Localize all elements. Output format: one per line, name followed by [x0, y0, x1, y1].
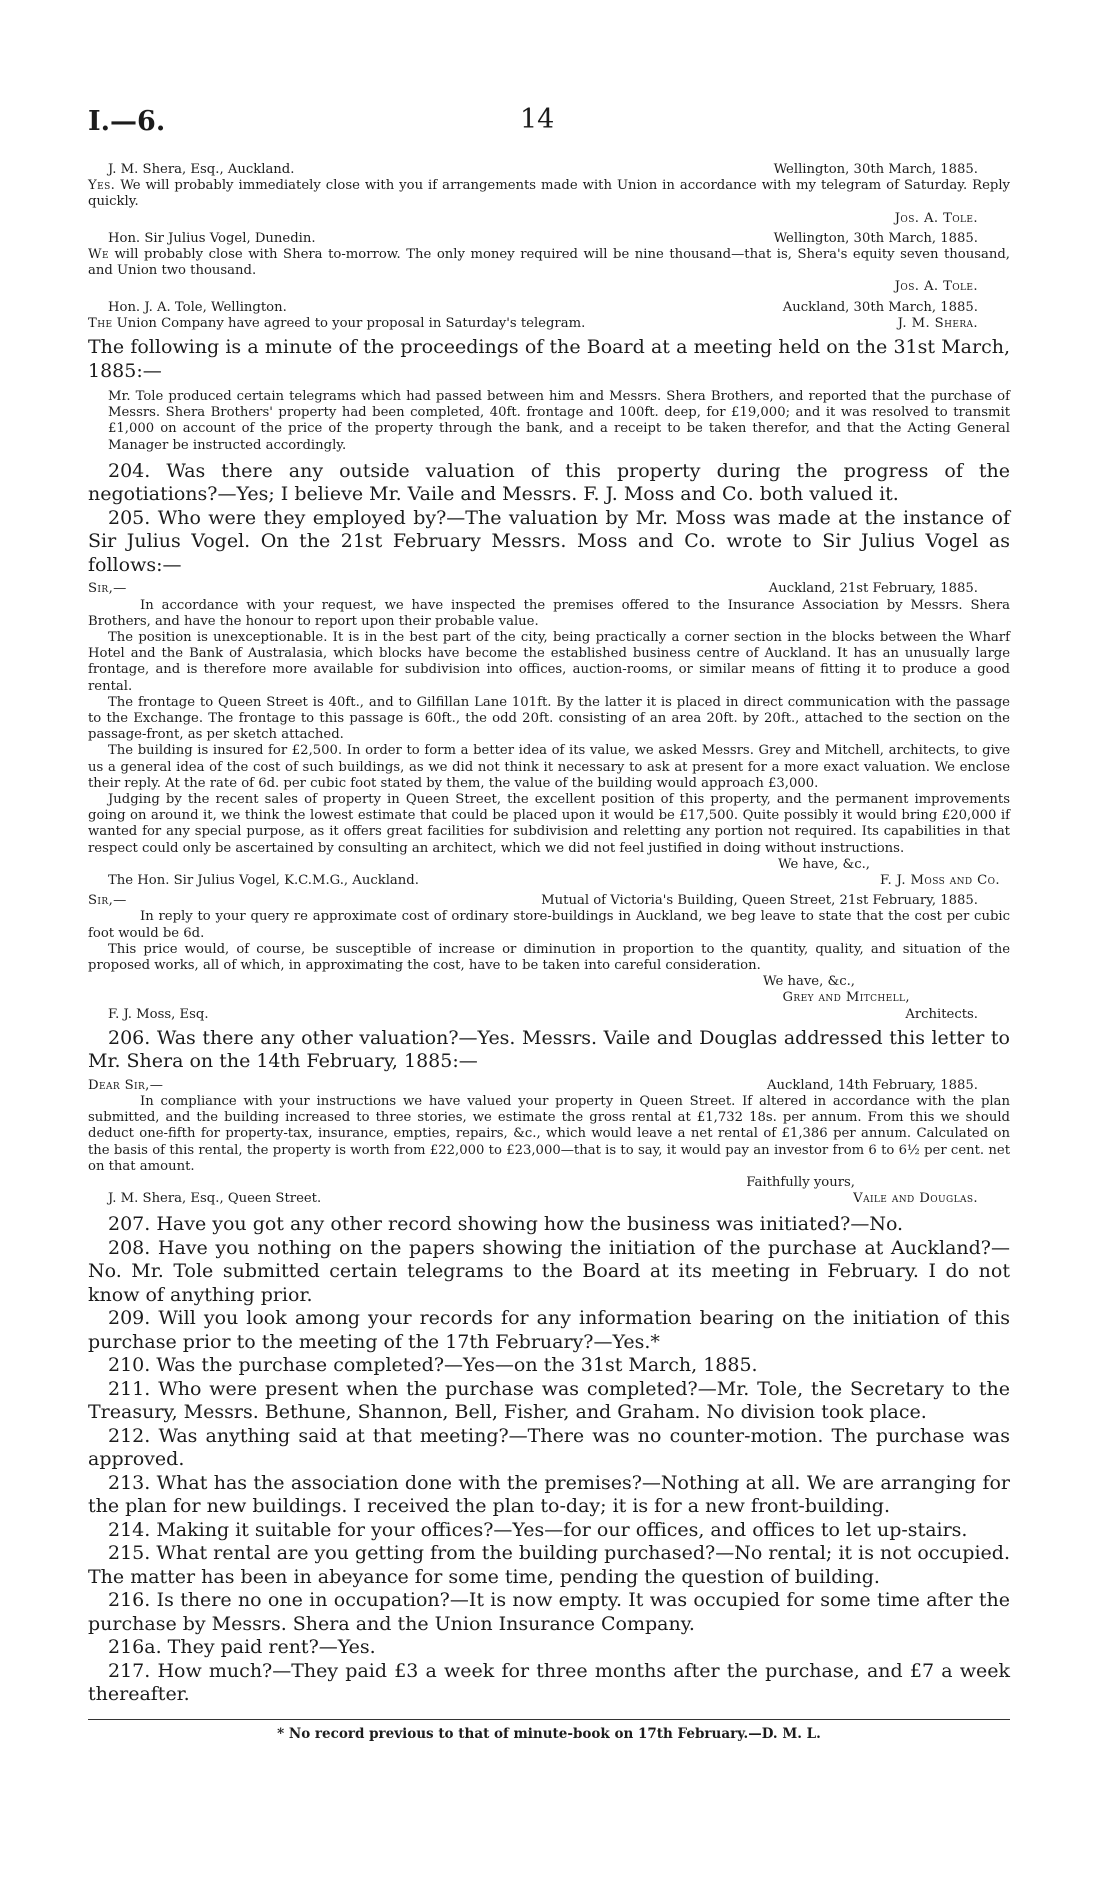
letter-signature-title: Architects. — [905, 1006, 978, 1022]
letter-paragraph: The position is unexceptionable. It is in the best part of the city, being practically a corner section in the blocks between the Wharf Hotel and the Bank of Australasia, which blocks have become the established business centre of Auckland. It has an unusually large frontage, and is therefore more available for subdivision into offices, auction-rooms, or similar means of fitting it to produce a good rental. — [88, 629, 1010, 694]
telegram-signature: J. M. Shera. — [897, 315, 978, 331]
letter-salutation: Sir,— — [88, 893, 127, 909]
question-206: 206. Was there any other valuation?—Yes. Messrs. Vaile and Douglas addressed this letter to Mr. Shera on the 14th February, 1885:— — [88, 1026, 1010, 1073]
telegram-place-date: Wellington, 30th March, 1885. — [773, 162, 978, 177]
question-205: 205. Who were they employed by?—The valuation by Mr. Moss was made at the instance of Sir Julius Vogel. On the 21st February Messrs. Moss and Co. wrote to Sir Julius Vogel as follows:— — [88, 506, 1010, 576]
letter-paragraph: The frontage to Queen Street is 40ft., and to Gilfillan Lane 101ft. By the latter it is placed in direct communication with the passage to the Exchange. The frontage to this passage is 60ft., the odd 20ft. consisting of an area 20ft. by 20ft., attached to the section on the passage-front, as per sketch attached. — [88, 694, 1010, 743]
telegram — [88, 231, 1010, 296]
letter-signature: Grey and Mitchell, — [782, 990, 910, 1006]
telegram-body: We will probably immediately close with you if arrangements made with Union in accordance with my telegram of Saturday. Reply quickly. — [88, 178, 1010, 210]
telegram-recipient: J. M. Shera, Esq., Auckland. — [108, 162, 295, 177]
letter-grey-mitchell — [88, 893, 1010, 1023]
letter-closing: Faithfully yours, — [746, 1175, 855, 1191]
telegram-recipient: Hon. J. A. Tole, Wellington. — [108, 299, 287, 315]
telegram-body: Union Company have agreed to your proposal in Saturday's telegram. — [112, 315, 586, 331]
letter-addressee: J. M. Shera, Esq., Queen Street. — [108, 1191, 322, 1207]
letter-addressee: F. J. Moss, Esq. — [108, 1006, 209, 1022]
letter-paragraph: The building is insured for £2,500. In order to form a better idea of its value, we asked Messrs. Grey and Mitchell, architects, to give us a general idea of the cost of such buildings, as we did not think it necessary to ask at present for a more exact valuation. We enclose their reply. At the rate of 6d. per cubic foot stated by them, the value of the building would approach £3,000. — [88, 743, 1010, 791]
question-item: 207. Have you got any other record showing how the business was initiated?—No. — [108, 1213, 904, 1236]
letter-addressee: The Hon. Sir Julius Vogel, K.C.M.G., Auckland. — [108, 873, 419, 888]
letter-place-date: Auckland, 21st February, 1885. — [768, 581, 978, 597]
telegram-lead: The — [88, 315, 113, 331]
letter-vaile-douglas — [88, 1078, 1010, 1208]
page-content — [88, 162, 1010, 1742]
question-item: 217. How much?—They paid £3 a week for three months after the purchase, and £7 a week thereafter. — [88, 1659, 1010, 1706]
telegram — [88, 300, 1010, 332]
question-item: 210. Was the purchase completed?—Yes—on the 31st March, 1885. — [108, 1354, 758, 1377]
telegram-place-date: Wellington, 30th March, 1885. — [773, 230, 978, 246]
letter-moss — [88, 581, 1010, 889]
letter-place-date: Auckland, 14th February, 1885. — [766, 1077, 978, 1093]
letter-paragraph: In accordance with your request, we have inspected the premises offered to the Insurance Association by Messrs. Shera Brothers, and have the honour to report upon their probable value. — [88, 597, 1010, 629]
minute-text: Mr. Tole produced certain telegrams which had passed between him and Messrs. Shera Brothers, and reported that the purchase of Messrs. Shera Brothers' property had been completed, 40ft. frontage and 100ft. deep, for £19,000; and it was resolved to transmit £1,000 on account of the price of the property through the bank, and a receipt to be taken therefor, and that the Acting General Manager be instructed accordingly. — [108, 389, 1010, 453]
telegram-place-date: Auckland, 30th March, 1885. — [782, 299, 978, 315]
question-item: 214. Making it suitable for your offices?—Yes—for our offices, and offices to let up-stairs. — [108, 1518, 968, 1541]
letter-closing: We have, &c., — [763, 974, 855, 990]
minute-intro: The following is a minute of the proceedings of the Board at a meeting held on the 31st March, 1885:— — [88, 336, 1010, 382]
telegram-lead: We — [88, 247, 109, 263]
telegram-recipient: Hon. Sir Julius Vogel, Dunedin. — [108, 230, 316, 246]
question-item: 215. What rental are you getting from the building purchased?—No rental; it is not occupied. The matter has been in abeyance for some time, pending the question of building. — [88, 1542, 1010, 1588]
telegram — [88, 162, 1010, 227]
page-number: 14 — [520, 104, 555, 135]
telegram-signature: Jos. A. Tole. — [894, 210, 978, 226]
letter-signature: F. J. Moss and Co. — [879, 873, 1000, 888]
letter-paragraph: In compliance with your instructions we have valued your property in Queen Street. If altered in accordance with the plan submitted, and the building increased to three stories, we estimate the gross rental at £1,732 18s. per annum. From this we should deduct one-fifth for property-tax, insurance, empties, repairs, &c., which would leave a net rental of £1,386 per annum. Calculated on the basis of this rental, the property is worth from £22,000 to £23,000—that is to say, it would pay an investor from 6 to 6½ per cent. net on that amount. — [88, 1094, 1010, 1174]
section-number: I.—6. — [88, 106, 166, 137]
question-item: 216. Is there no one in occupation?—It is now empty. It was occupied for some time after the purchase by Messrs. Shera and the Union Insurance Company. — [88, 1589, 1010, 1635]
letter-paragraph: Judging by the recent sales of property in Queen Street, the excellent position of this property, and the permanent improvements going on around it, we think the lowest estimate that could be placed upon it would be £17,500. Quite possibly it would bring £20,000 if wanted for any special purpose, as it offers great facilities for subdivision and reletting any portion not required. Its capabilities in that respect could only be ascertained by consulting an architect, which we did not feel justified in doing without instructions. — [88, 791, 1010, 856]
question-item: 208. Have you nothing on the papers showing the initiation of the purchase at Auckland?—No. Mr. Tole submitted certain telegrams to the Board at its meeting in February. I do not know of anything prior. — [88, 1236, 1010, 1306]
telegram-signature: Jos. A. Tole. — [894, 279, 978, 295]
footnote: * No record previous to that of minute-book on 17th February.—D. M. L. — [277, 1725, 821, 1742]
question-item: 213. What has the association done with the premises?—Nothing at all. We are arranging for the plan for new buildings. I received the plan to-day; it is for a new front-building. — [88, 1471, 1010, 1518]
letter-place-date: Mutual of Victoria's Building, Queen Street, 21st February, 1885. — [541, 893, 978, 909]
letter-paragraph: In reply to your query re approximate cost of ordinary store-buildings in Auckland, we beg leave to state that the cost per cubic foot would be 6d. — [88, 909, 1010, 941]
questions-list — [88, 1213, 1010, 1707]
letter-salutation: Sir,— — [88, 581, 127, 597]
letter-salutation: Dear Sir,— — [88, 1077, 164, 1093]
question-204: 204. Was there any outside valuation of this property during the progress of the negotiations?—Yes; I believe Mr. Vaile and Messrs. F. J. Moss and Co. both valued it. — [88, 459, 1010, 506]
question-item: 209. Will you look among your records for any information bearing on the initiation of this purchase prior to the meeting of the 17th February?—Yes.* — [88, 1307, 1010, 1353]
letter-closing: We have, &c., — [778, 856, 870, 872]
question-item: 212. Was anything said at that meeting?—There was no counter-motion. The purchase was approved. — [88, 1424, 1010, 1471]
question-item: 211. Who were present when the purchase was completed?—Mr. Tole, the Secretary to the Treasury, Messrs. Bethune, Shannon, Bell, Fisher, and Graham. No division took place. — [88, 1377, 1010, 1424]
telegram-body: will probably close with Shera to-morrow. The only money required will be nine thousand—that is, Shera's equity seven thousand, and Union two thousand. — [88, 247, 1010, 279]
letter-signature: Vaile and Douglas. — [853, 1191, 978, 1207]
letter-paragraph: This price would, of course, be susceptible of increase or diminution in proportion to the quantity, quality, and situation of the proposed works, all of which, in approximating the cost, have to be taken into careful consideration. — [88, 941, 1010, 974]
telegram-lead: Yes. — [88, 178, 116, 194]
question-item: 216a. They paid rent?—Yes. — [108, 1636, 376, 1659]
footnote-divider — [88, 1719, 1010, 1720]
